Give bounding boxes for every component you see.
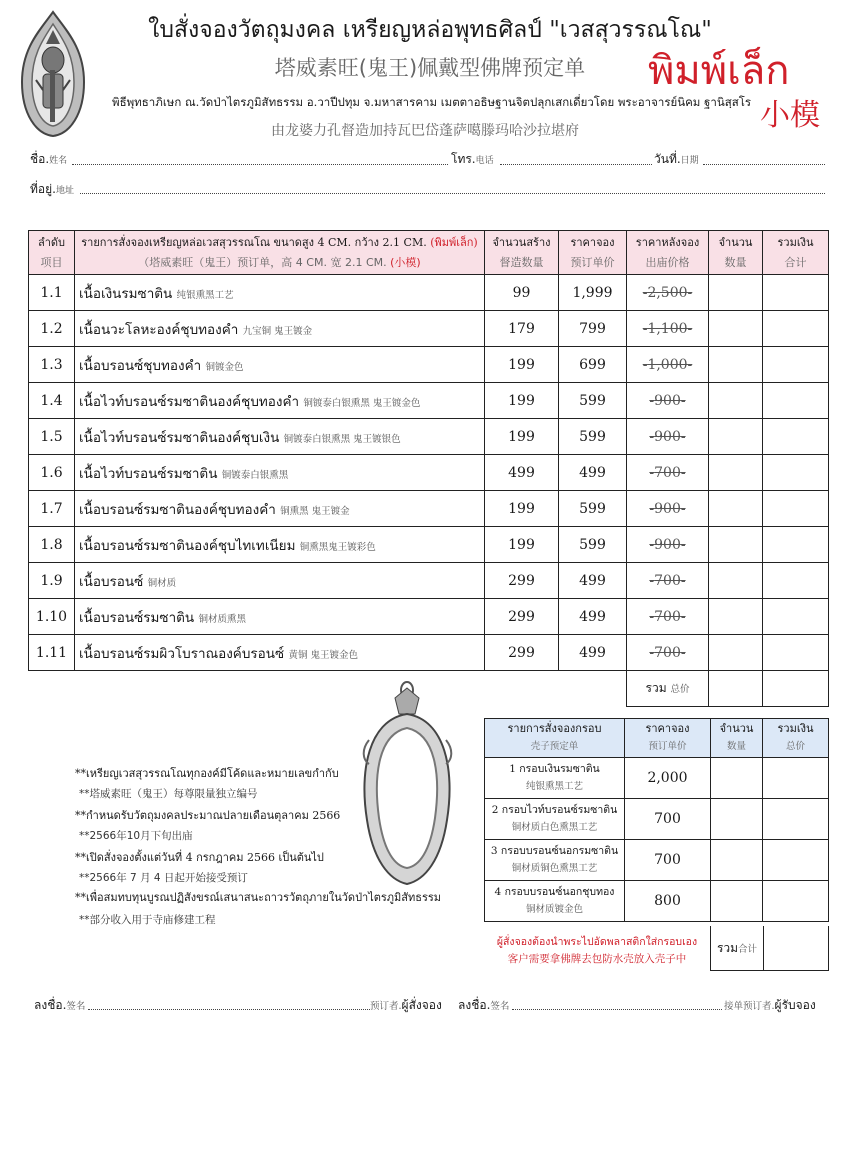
frame-item: 3 กรอบบรอนซ์นอกรมซาติน 铜材质铜色熏黑工艺 (485, 840, 625, 881)
date-label: วันที่.日期 (654, 152, 699, 166)
row-price: 1,999 (559, 275, 627, 311)
row-item: เนื้อบรอนซ์รมซาติน 铜材质熏黑 (75, 599, 485, 635)
row-qty-input[interactable] (709, 599, 763, 635)
row-qty-made: 99 (485, 275, 559, 311)
row-no: 1.8 (29, 527, 75, 563)
tel-label: โทร.电话 (451, 152, 494, 166)
row-qty-input[interactable] (709, 311, 763, 347)
note-line: **2566年10月下旬出庙 (79, 830, 193, 842)
note-line: **เปิดสั่งจองตั้งแต่วันที่ 4 กรกฎาคม 2566 เป็นต้นไป (75, 851, 324, 864)
row-price: 499 (559, 635, 627, 671)
row-total-input[interactable] (763, 527, 829, 563)
note-line: **2566年 7 月 4 日起开始接受预订 (79, 872, 248, 884)
frame-total-input[interactable] (763, 799, 829, 840)
col-total: รวมเงิน 合计 (763, 231, 829, 275)
sign1-label: ลงชื่อ.签名 (34, 998, 86, 1012)
row-after-price: -700- (627, 599, 709, 635)
row-after-price: -700- (627, 635, 709, 671)
row-price: 599 (559, 527, 627, 563)
frame-price: 800 (625, 881, 711, 922)
frame-qty-input[interactable] (711, 840, 763, 881)
row-item: เนื้อไวท์บรอนซ์รมซาติน 铜镀泰白银熏黑 (75, 455, 485, 491)
row-after-price: -1,000- (627, 347, 709, 383)
sign2-field[interactable] (512, 1009, 722, 1010)
row-total-input[interactable] (763, 635, 829, 671)
table-row (29, 491, 829, 527)
row-no: 1.7 (29, 491, 75, 527)
col-after-price: ราคาหลังจอง 出庙价格 (627, 231, 709, 275)
deity-logo-icon (18, 10, 88, 138)
frame-price: 2,000 (625, 758, 711, 799)
row-total-input[interactable] (763, 275, 829, 311)
frame-warning: ผู้สั่งจองต้องนำพระไปอัดพลาสติกใส่กรอบเอง 客户需要拿佛牌去包防水壳放入壳子中 (496, 936, 698, 965)
page-title: ใบสั่งจองวัตถุมงคล เหรียญหล่อพุทธศิลป์ "เวสสุวรรณโณ" (148, 17, 712, 43)
row-qty-made: 299 (485, 599, 559, 635)
table-row (29, 419, 829, 455)
table-row (29, 563, 829, 599)
row-qty-input[interactable] (709, 455, 763, 491)
frame-sum-label: รวม合计 (710, 926, 764, 971)
sum-spacer (29, 671, 627, 707)
row-price: 599 (559, 383, 627, 419)
sign2-role: 接单预订者.ผู้รับจอง (724, 998, 816, 1012)
frame-col-price: ราคาจอง 预订单价 (625, 719, 711, 758)
frame-col-total: รวมเงิน 总价 (763, 719, 829, 758)
sum-qty[interactable] (709, 671, 763, 707)
row-qty-input[interactable] (709, 563, 763, 599)
row-no: 1.4 (29, 383, 75, 419)
row-qty-made: 199 (485, 491, 559, 527)
frame-qty-input[interactable] (711, 799, 763, 840)
row-no: 1.3 (29, 347, 75, 383)
frame-item: 4 กรอบบรอนซ์นอกชุบทอง 铜材质镀金色 (485, 881, 625, 922)
sign2-label: ลงชื่อ.签名 (458, 998, 510, 1012)
ceremony-text: พิธีพุทธาภิเษก ณ.วัดป่าไตรภูมิสัทธรรม อ.วาปีปทุม จ.มหาสารคาม เมตตาอธิษฐานจิตปลุกเสกเดี่ยวโดย พระอาจารย์นิคม ฐานิสฺสโร (112, 95, 752, 109)
col-price: ราคาจอง 预订单价 (559, 231, 627, 275)
frame-row (485, 799, 829, 840)
row-no: 1.2 (29, 311, 75, 347)
row-after-price: -900- (627, 527, 709, 563)
row-price: 699 (559, 347, 627, 383)
row-item: เนื้อบรอนซ์ 铜材质 (75, 563, 485, 599)
row-qty-input[interactable] (709, 383, 763, 419)
row-total-input[interactable] (763, 491, 829, 527)
row-after-price: -900- (627, 491, 709, 527)
row-item: เนื้อเงินรมซาติน 纯银熏黑工艺 (75, 275, 485, 311)
col-qty: จำนวน 数量 (709, 231, 763, 275)
name-label: ชื่อ.姓名 (30, 152, 68, 166)
row-after-price: -700- (627, 455, 709, 491)
row-qty-input[interactable] (709, 275, 763, 311)
frame-sum-cell[interactable] (762, 926, 829, 971)
coin-order-table (28, 230, 829, 707)
table-row (29, 635, 829, 671)
ceremony-text-cn: 由龙婆力孔督造加持瓦巴岱蓬萨噶滕玛哈沙拉堪府 (271, 123, 579, 139)
row-item: เนื้อนวะโลหะองค์ชุบทองคำ 九宝铜 鬼王镀金 (75, 311, 485, 347)
row-after-price: -700- (627, 563, 709, 599)
frame-price: 700 (625, 840, 711, 881)
table-row (29, 599, 829, 635)
frame-price: 700 (625, 799, 711, 840)
row-total-input[interactable] (763, 599, 829, 635)
row-qty-input[interactable] (709, 635, 763, 671)
size-label-th: พิมพ์เล็ก (648, 48, 790, 94)
sign1-role: 预订者.ผู้สั่งจอง (370, 998, 442, 1012)
pendant-frame-icon (355, 680, 460, 890)
table-row (29, 455, 829, 491)
row-qty-input[interactable] (709, 419, 763, 455)
row-after-price: -900- (627, 383, 709, 419)
row-qty-made: 499 (485, 455, 559, 491)
row-after-price: -1,100- (627, 311, 709, 347)
table-row (29, 275, 829, 311)
tel-field[interactable] (500, 164, 652, 165)
frame-qty-input[interactable] (711, 758, 763, 799)
sum-total[interactable] (763, 671, 829, 707)
address-field[interactable] (80, 193, 825, 194)
row-price: 599 (559, 491, 627, 527)
frame-header-row (485, 719, 829, 758)
row-price: 799 (559, 311, 627, 347)
note-line: **เพื่อสมทบทุนบูรณปฏิสังขรณ์เสนาสนะถาวรวัตถุภายในวัดป่าไตรภูมิสัทธรรม (75, 891, 442, 904)
note-line: **กำหนดรับวัตถุมงคลประมาณปลายเดือนตุลาคม 2566 (75, 809, 341, 822)
frame-col-item: รายการสั่งจองกรอบ 壳子预定单 (485, 719, 625, 758)
row-price: 499 (559, 599, 627, 635)
note-line: **เหรียญเวสสุวรรณโณทุกองค์มีโค้ดและหมายเลขกำกับ (75, 767, 339, 780)
date-field[interactable] (703, 164, 825, 165)
row-qty-input[interactable] (709, 347, 763, 383)
table-row (29, 383, 829, 419)
row-qty-made: 299 (485, 635, 559, 671)
row-no: 1.5 (29, 419, 75, 455)
note-line: **塔威素旺（鬼王）每尊限量独立编号 (79, 788, 258, 800)
address-label: ที่อยู่.地址 (30, 182, 74, 196)
row-qty-input[interactable] (709, 527, 763, 563)
row-price: 599 (559, 419, 627, 455)
row-qty-made: 199 (485, 383, 559, 419)
row-item: เนื้อบรอนซ์ชุบทองคำ 铜镀金色 (75, 347, 485, 383)
frame-total-input[interactable] (763, 881, 829, 922)
frame-row (485, 840, 829, 881)
frame-total-input[interactable] (763, 840, 829, 881)
frame-row (485, 758, 829, 799)
row-no: 1.9 (29, 563, 75, 599)
frame-item: 2 กรอบไวท์บรอนซ์รมซาติน 铜材质白色熏黑工艺 (485, 799, 625, 840)
note-line: **部分收入用于寺庙修建工程 (79, 914, 216, 926)
row-total-input[interactable] (763, 347, 829, 383)
name-field[interactable] (72, 164, 448, 165)
row-no: 1.11 (29, 635, 75, 671)
row-after-price: -2,500- (627, 275, 709, 311)
row-after-price: -900- (627, 419, 709, 455)
row-qty-made: 299 (485, 563, 559, 599)
table-header-row (29, 231, 829, 275)
row-qty-made: 199 (485, 419, 559, 455)
page-subtitle-cn: 塔威素旺(鬼王)佩戴型佛牌预定单 (274, 56, 586, 80)
row-qty-made: 199 (485, 347, 559, 383)
row-total-input[interactable] (763, 311, 829, 347)
size-label-cn: 小模 (760, 98, 820, 133)
row-price: 499 (559, 563, 627, 599)
row-item: เนื้อไวท์บรอนซ์รมซาตินองค์ชุบทองคำ 铜镀泰白银熏黑 鬼王镀金色 (75, 383, 485, 419)
col-qty-made: จำนวนสร้าง 督造数量 (485, 231, 559, 275)
row-qty-input[interactable] (709, 491, 763, 527)
row-no: 1.6 (29, 455, 75, 491)
row-qty-made: 199 (485, 527, 559, 563)
row-no: 1.1 (29, 275, 75, 311)
frame-item: 1 กรอบเงินรมซาติน 纯银熏黑工艺 (485, 758, 625, 799)
table-row (29, 347, 829, 383)
sum-label: รวม 总价 (627, 671, 709, 707)
frame-order-table (484, 718, 829, 922)
row-item: เนื้อบรอนซ์รมซาตินองค์ชุบไทเทเนียม 铜熏黑鬼王镀彩色 (75, 527, 485, 563)
row-total-input[interactable] (763, 563, 829, 599)
row-price: 499 (559, 455, 627, 491)
row-item: เนื้อบรอนซ์รมซาตินองค์ชุบทองคำ 铜熏黑 鬼王镀金 (75, 491, 485, 527)
table-row (29, 527, 829, 563)
row-item: เนื้อบรอนซ์รมผิวโบราณองค์บรอนซ์ 黄铜 鬼王镀金色 (75, 635, 485, 671)
row-total-input[interactable] (763, 383, 829, 419)
col-no: ลำดับ 项目 (29, 231, 75, 275)
row-total-input[interactable] (763, 455, 829, 491)
sign1-field[interactable] (88, 1009, 370, 1010)
frame-qty-input[interactable] (711, 881, 763, 922)
table-row (29, 311, 829, 347)
row-no: 1.10 (29, 599, 75, 635)
row-item: เนื้อไวท์บรอนซ์รมซาตินองค์ชุบเงิน 铜镀泰白银熏黑 鬼王镀银色 (75, 419, 485, 455)
row-total-input[interactable] (763, 419, 829, 455)
frame-row (485, 881, 829, 922)
frame-total-input[interactable] (763, 758, 829, 799)
col-item: รายการสั่งจองเหรียญหล่อเวสสุวรรณโณ ขนาดสูง 4 CM. กว้าง 2.1 CM. (พิมพ์เล็ก) （塔威素旺（鬼王）预订单，高 4 CM. 宽 2.1 CM. (小模) (75, 231, 485, 275)
row-qty-made: 179 (485, 311, 559, 347)
frame-col-qty: จำนวน 数量 (711, 719, 763, 758)
